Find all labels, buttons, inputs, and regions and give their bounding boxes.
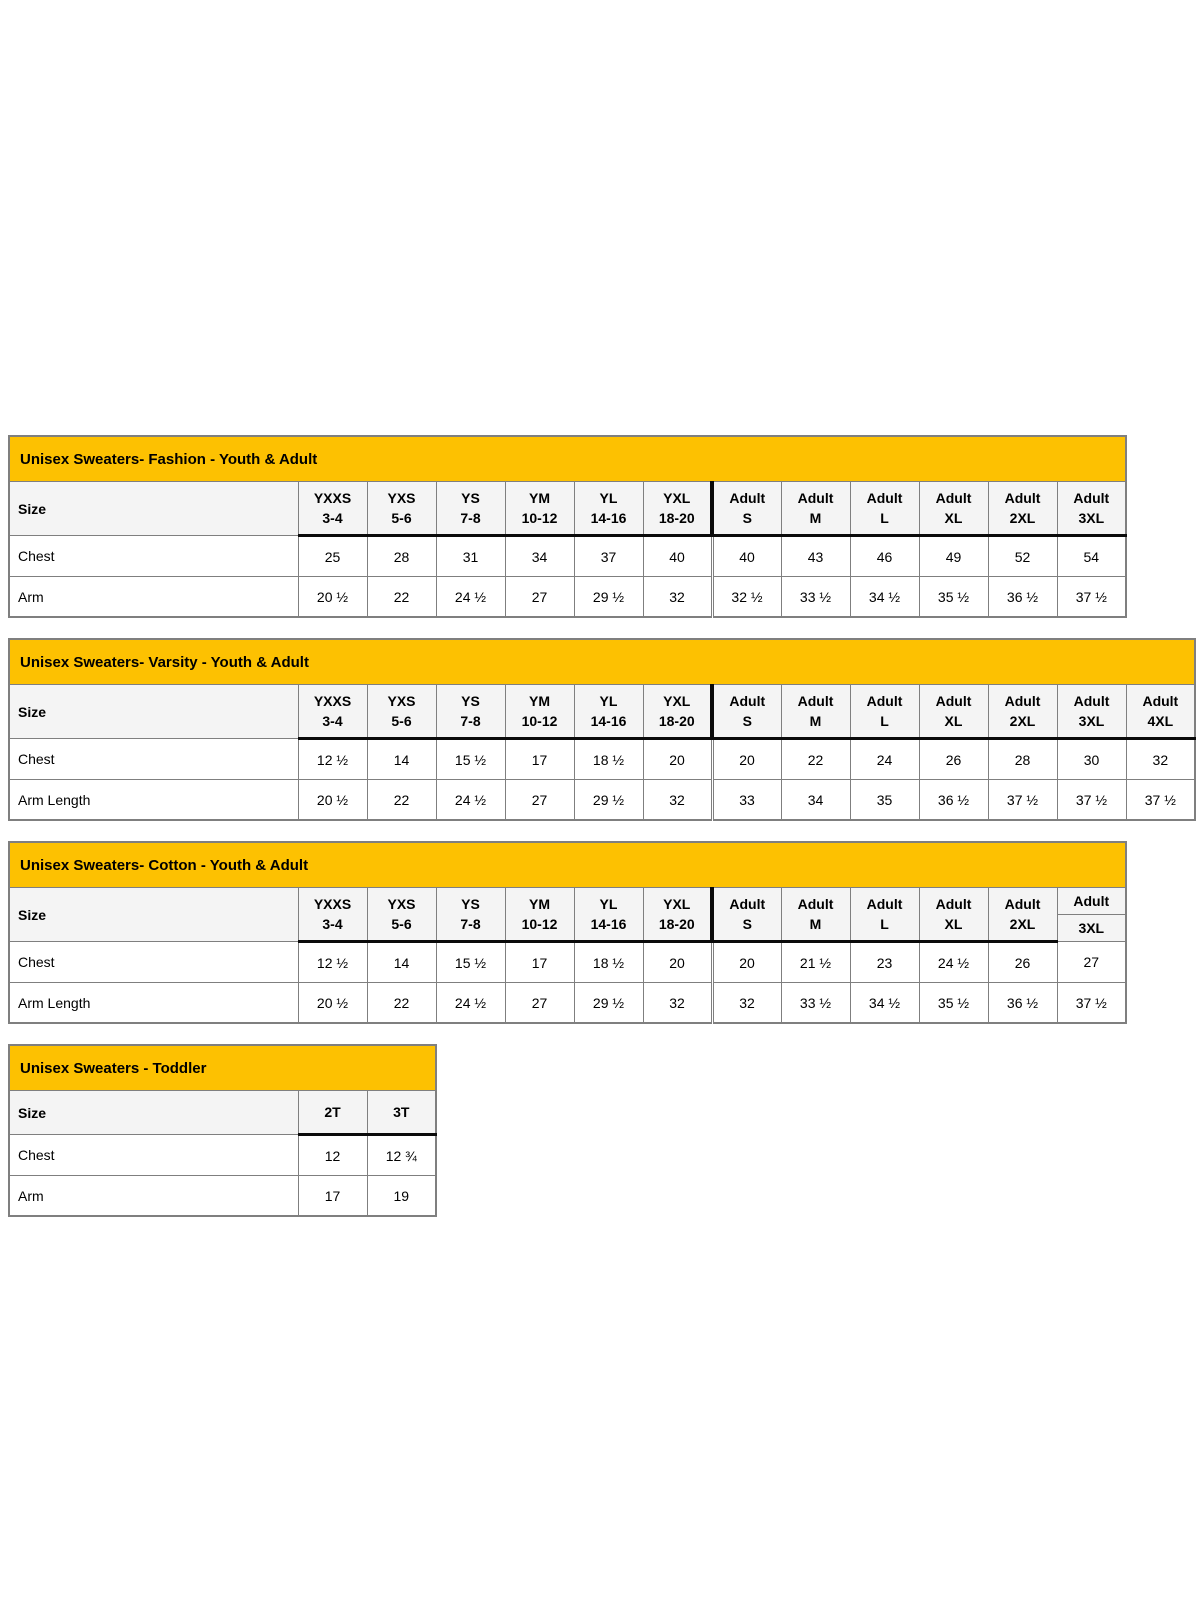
size-value-cell: 37 <box>574 536 643 577</box>
size-chart-table-cotton <box>8 841 1127 1024</box>
column-header: Adult L <box>850 685 919 739</box>
column-header: Adult M <box>781 482 850 536</box>
header-row <box>9 888 1126 942</box>
size-value-cell: 20 <box>712 942 781 983</box>
measurement-row <box>9 1135 436 1176</box>
measurement-row <box>9 942 1126 983</box>
size-value-cell: 24 ½ <box>919 942 988 983</box>
size-value-cell: 26 <box>919 739 988 780</box>
column-header: Adult M <box>781 888 850 942</box>
size-value-cell: 46 <box>850 536 919 577</box>
size-value-cell: 28 <box>367 536 436 577</box>
size-value-cell: 35 <box>850 780 919 821</box>
column-header: Adult 4XL <box>1126 685 1195 739</box>
size-value-cell: 34 <box>505 536 574 577</box>
size-value-cell: 33 <box>712 780 781 821</box>
size-value-cell: 12 ¾ <box>367 1135 436 1176</box>
size-value-cell: 22 <box>367 577 436 618</box>
column-header: YXL 18-20 <box>643 888 712 942</box>
column-header: YXXS 3-4 <box>298 685 367 739</box>
size-value-cell: 24 ½ <box>436 577 505 618</box>
column-header: Adult 2XL <box>988 482 1057 536</box>
size-value-cell: 17 <box>298 1176 367 1217</box>
row-label: Arm Length <box>9 780 298 821</box>
column-header: YS 7-8 <box>436 685 505 739</box>
column-header: YXS 5-6 <box>367 482 436 536</box>
size-column-header: Size <box>9 685 298 739</box>
column-header: Adult S <box>712 888 781 942</box>
table-title-row <box>9 639 1195 685</box>
size-value-cell: 27 <box>505 780 574 821</box>
size-value-cell: 54 <box>1057 536 1126 577</box>
column-header: YL 14-16 <box>574 888 643 942</box>
size-value-cell: 12 ½ <box>298 739 367 780</box>
measurement-row <box>9 1176 436 1217</box>
size-chart-table-toddler <box>8 1044 437 1217</box>
size-value-cell: 32 <box>712 983 781 1024</box>
size-chart-table-varsity <box>8 638 1196 821</box>
column-header: YM 10-12 <box>505 888 574 942</box>
column-header: Adult 2XL <box>988 685 1057 739</box>
size-value-cell: 32 <box>643 983 712 1024</box>
column-header: YXXS 3-4 <box>298 482 367 536</box>
size-value-cell: 32 <box>643 577 712 618</box>
column-header: YS 7-8 <box>436 482 505 536</box>
size-value-cell: 37 ½ <box>1057 983 1126 1024</box>
size-value-cell: 37 ½ <box>1057 577 1126 618</box>
size-value-cell: 35 ½ <box>919 983 988 1024</box>
size-value-cell: 22 <box>781 739 850 780</box>
size-value-cell: 27 <box>505 983 574 1024</box>
row-label: Arm <box>9 1176 298 1217</box>
size-value-cell: 35 ½ <box>919 577 988 618</box>
column-header: YM 10-12 <box>505 482 574 536</box>
size-value-cell: 20 <box>643 942 712 983</box>
size-value-cell: 33 ½ <box>781 983 850 1024</box>
row-label: Chest <box>9 536 298 577</box>
size-value-cell: 24 ½ <box>436 780 505 821</box>
column-header: Adult L <box>850 482 919 536</box>
size-value-cell: 12 <box>298 1135 367 1176</box>
size-value-cell: 37 ½ <box>1057 780 1126 821</box>
row-label: Chest <box>9 1135 298 1176</box>
measurement-row <box>9 739 1195 780</box>
column-header: YXS 5-6 <box>367 685 436 739</box>
size-value-cell: 34 <box>781 780 850 821</box>
table-title-row <box>9 436 1126 482</box>
column-header: YL 14-16 <box>574 685 643 739</box>
size-value-cell: 22 <box>367 780 436 821</box>
size-value-cell: 37 ½ <box>988 780 1057 821</box>
size-value-cell: 23 <box>850 942 919 983</box>
header-row <box>9 1091 436 1135</box>
size-value-cell: 29 ½ <box>574 780 643 821</box>
column-header: Adult S <box>712 482 781 536</box>
size-value-cell: 33 ½ <box>781 577 850 618</box>
size-value-cell: 19 <box>367 1176 436 1217</box>
measurement-row <box>9 536 1126 577</box>
measurement-row <box>9 983 1126 1024</box>
table-title: Unisex Sweaters - Toddler <box>9 1045 436 1091</box>
size-value-cell: 12 ½ <box>298 942 367 983</box>
column-header: Adult S <box>712 685 781 739</box>
size-value-cell: 15 ½ <box>436 942 505 983</box>
column-header: YXS 5-6 <box>367 888 436 942</box>
size-value-cell: 20 ½ <box>298 780 367 821</box>
size-value-cell: 24 ½ <box>436 983 505 1024</box>
size-value-cell: 14 <box>367 739 436 780</box>
size-value-cell: 31 <box>436 536 505 577</box>
column-header: 3T <box>367 1091 436 1135</box>
size-value-cell: 52 <box>988 536 1057 577</box>
table-title-row <box>9 842 1126 888</box>
size-value-cell: 15 ½ <box>436 739 505 780</box>
column-header: Adult 3XL <box>1057 888 1126 942</box>
size-value-cell: 40 <box>712 536 781 577</box>
column-header: YXL 18-20 <box>643 685 712 739</box>
column-header: YXL 18-20 <box>643 482 712 536</box>
column-header: 2T <box>298 1091 367 1135</box>
size-value-cell: 18 ½ <box>574 942 643 983</box>
measurement-row <box>9 577 1126 618</box>
column-header: YXXS 3-4 <box>298 888 367 942</box>
size-value-cell: 21 ½ <box>781 942 850 983</box>
size-value-cell: 25 <box>298 536 367 577</box>
table-title-row <box>9 1045 436 1091</box>
size-value-cell: 37 ½ <box>1126 780 1195 821</box>
column-header: YS 7-8 <box>436 888 505 942</box>
size-value-cell: 14 <box>367 942 436 983</box>
row-label: Arm Length <box>9 983 298 1024</box>
size-value-cell: 18 ½ <box>574 739 643 780</box>
size-value-cell: 32 <box>1126 739 1195 780</box>
size-value-cell: 36 ½ <box>919 780 988 821</box>
size-value-cell: 20 <box>643 739 712 780</box>
size-charts <box>8 435 1196 1237</box>
size-value-cell: 30 <box>1057 739 1126 780</box>
size-column-header: Size <box>9 482 298 536</box>
size-value-cell: 32 <box>643 780 712 821</box>
size-value-cell: 36 ½ <box>988 577 1057 618</box>
size-value-cell: 40 <box>643 536 712 577</box>
column-header: Adult 2XL <box>988 888 1057 942</box>
size-value-cell: 26 <box>988 942 1057 983</box>
size-value-cell: 17 <box>505 942 574 983</box>
column-header: Adult XL <box>919 685 988 739</box>
column-header: Adult XL <box>919 888 988 942</box>
table-title: Unisex Sweaters- Varsity - Youth & Adult <box>9 639 1195 685</box>
size-value-cell: 22 <box>367 983 436 1024</box>
column-header: Adult M <box>781 685 850 739</box>
size-value-cell: 43 <box>781 536 850 577</box>
size-value-cell: 32 ½ <box>712 577 781 618</box>
size-column-header: Size <box>9 888 298 942</box>
size-value-cell: 34 ½ <box>850 577 919 618</box>
size-value-cell: 17 <box>505 739 574 780</box>
row-label: Arm <box>9 577 298 618</box>
size-value-cell: 20 ½ <box>298 577 367 618</box>
table-title: Unisex Sweaters- Cotton - Youth & Adult <box>9 842 1126 888</box>
row-label: Chest <box>9 942 298 983</box>
size-chart-table-fashion <box>8 435 1127 618</box>
column-header: Adult L <box>850 888 919 942</box>
size-value-cell: 27 <box>505 577 574 618</box>
size-column-header: Size <box>9 1091 298 1135</box>
size-value-cell: 34 ½ <box>850 983 919 1024</box>
size-value-cell: 49 <box>919 536 988 577</box>
table-title: Unisex Sweaters- Fashion - Youth & Adult <box>9 436 1126 482</box>
measurement-row <box>9 780 1195 821</box>
size-value-cell: 20 <box>712 739 781 780</box>
column-header: YM 10-12 <box>505 685 574 739</box>
size-value-cell: 29 ½ <box>574 577 643 618</box>
size-value-cell: 24 <box>850 739 919 780</box>
header-row <box>9 482 1126 536</box>
column-header: Adult XL <box>919 482 988 536</box>
column-header: YL 14-16 <box>574 482 643 536</box>
column-header: Adult 3XL <box>1057 685 1126 739</box>
size-value-cell: 29 ½ <box>574 983 643 1024</box>
size-value-cell: 36 ½ <box>988 983 1057 1024</box>
row-label: Chest <box>9 739 298 780</box>
header-row <box>9 685 1195 739</box>
column-header: Adult 3XL <box>1057 482 1126 536</box>
size-value-cell: 20 ½ <box>298 983 367 1024</box>
size-value-cell: 28 <box>988 739 1057 780</box>
size-value-cell: 27 <box>1057 942 1126 983</box>
